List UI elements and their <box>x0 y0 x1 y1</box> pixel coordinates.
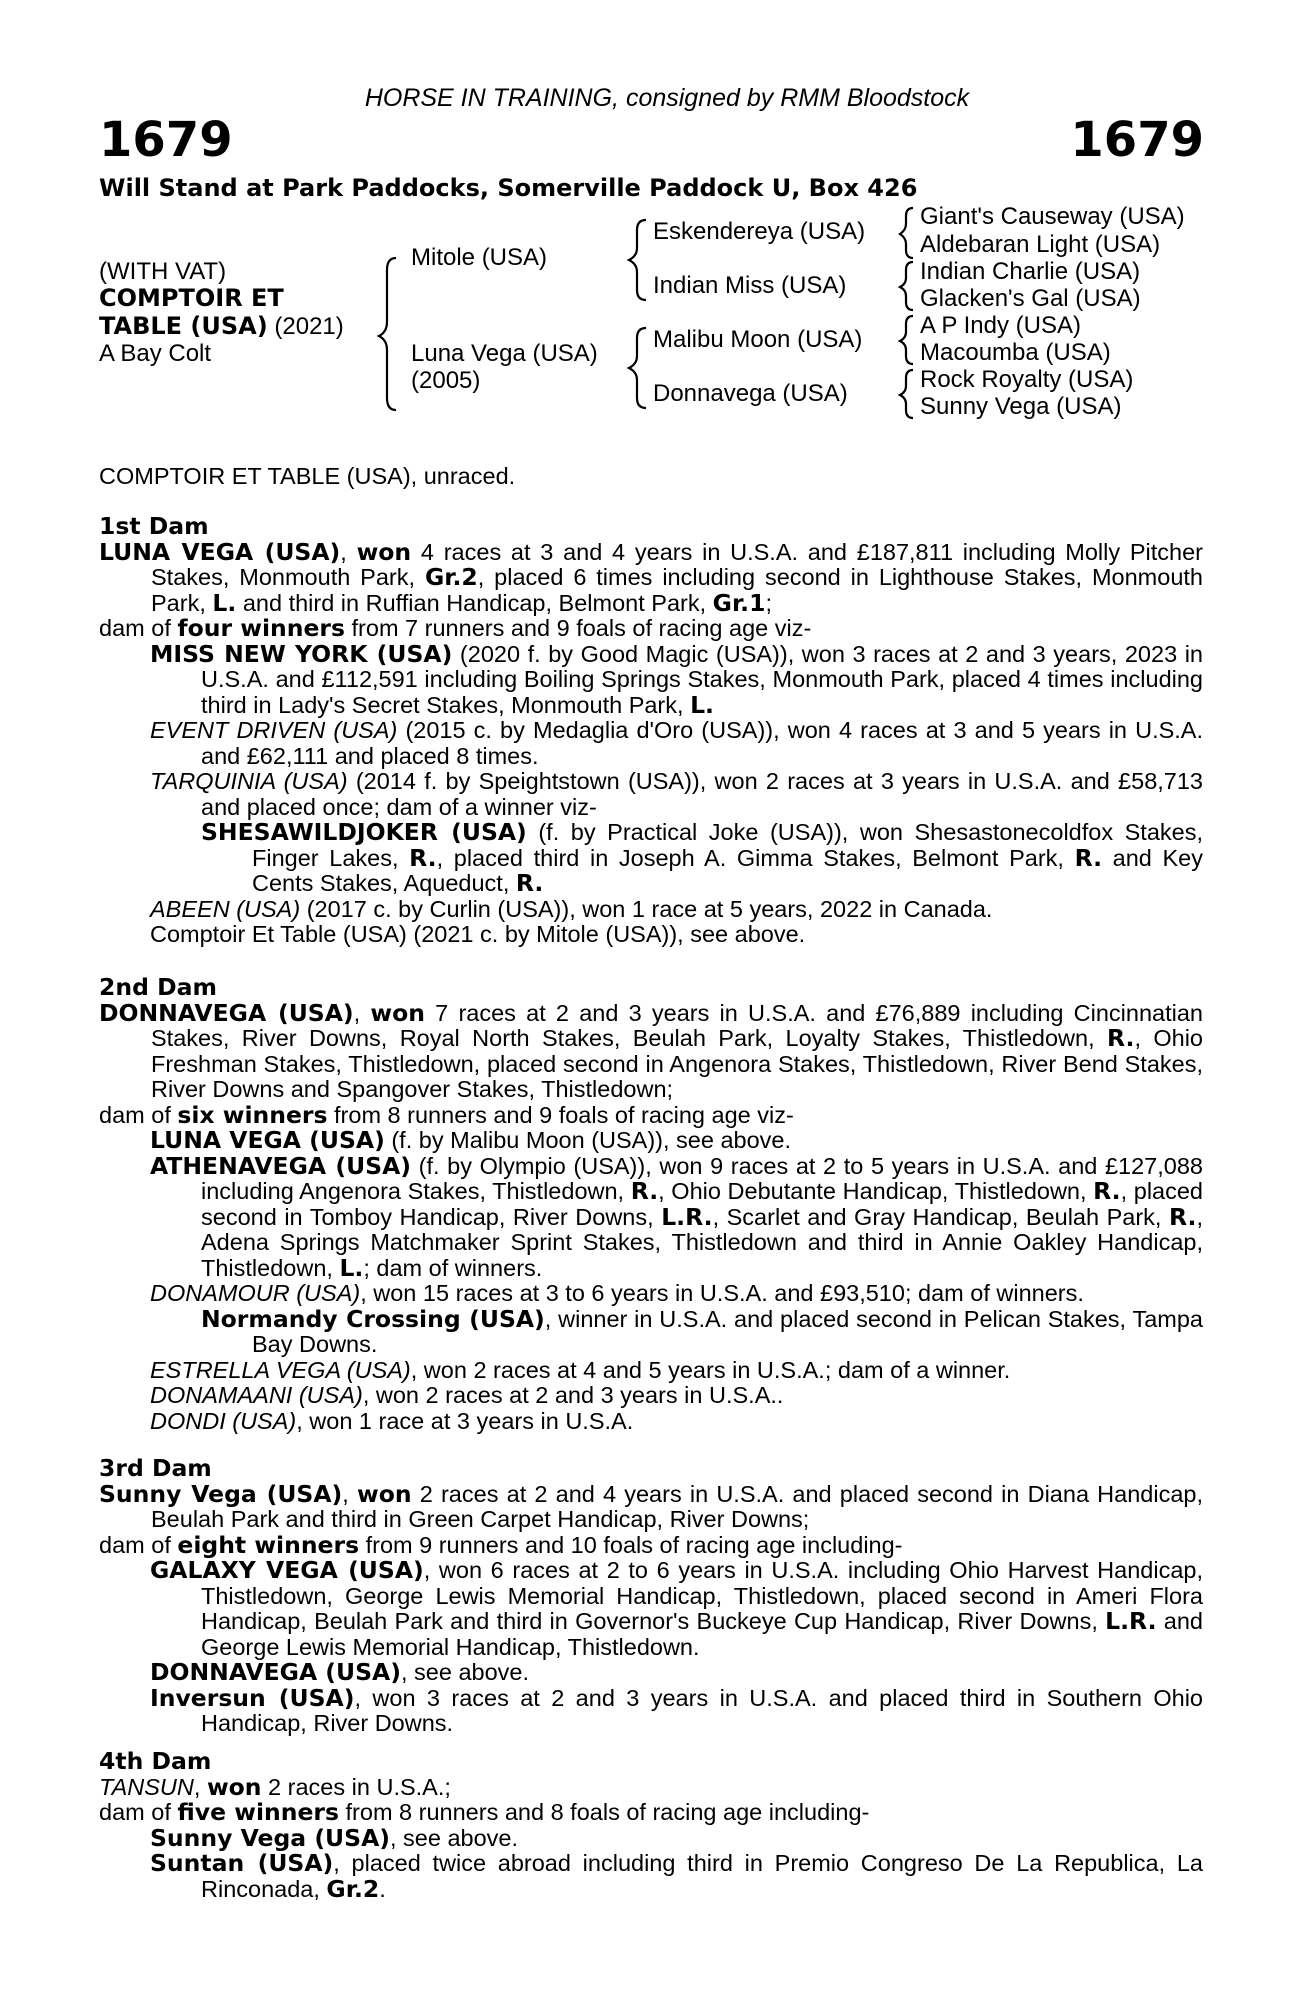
restricted-badge: R. <box>1074 843 1103 872</box>
offspring-entry <box>99 769 1203 820</box>
third-dam-section <box>99 1456 1203 1737</box>
dam-year: (2005) <box>411 367 481 394</box>
listed-badge: L. <box>339 1253 364 1282</box>
offspring-text: , Scarlet and Gray Handicap, Beulah Park, <box>712 1203 1169 1230</box>
offspring-entry <box>99 1358 1203 1384</box>
record-text: 2 races in U.S.A.; <box>261 1773 451 1800</box>
summary-text: from 7 runners and 9 foals of racing age viz- <box>345 615 812 641</box>
restricted-badge: R. <box>1093 1177 1121 1205</box>
vat-note: (WITH VAT) <box>99 258 227 285</box>
offspring-text: , winner in U.S.A. and placed second in Pelican Stakes, Tampa Bay Downs. <box>252 1305 1204 1357</box>
dam-dam: Donnavega (USA) <box>653 380 848 407</box>
offspring-text: , won 6 races at 2 to 6 years in U.S.A. including Ohio Harvest Handicap, Thistledown, George Lewis Memorial Handicap, Thistledown, placed second in Ameri Flora Handicap, Beulah Park and third in Governor's Buckeye Cup Handicap, River Downs, <box>201 1557 1204 1634</box>
lot-number-right: 1679 <box>1070 112 1204 168</box>
grade-badge: Gr.2 <box>424 563 478 591</box>
listed-badge: L. <box>690 690 714 719</box>
winners-count: five winners <box>177 1798 339 1826</box>
offspring-entry <box>99 1823 1203 1852</box>
offspring-name: TARQUINIA (USA) <box>150 768 348 794</box>
dam-dam-dam: Sunny Vega (USA) <box>920 393 1122 420</box>
offspring-name: Sunny Vega (USA) <box>150 1823 390 1852</box>
record-text: , placed 6 times including second in Lighthouse Stakes, Monmouth Park, <box>151 564 1203 616</box>
offspring-entry <box>99 1683 1204 1737</box>
restricted-badge: R. <box>1168 1202 1197 1231</box>
offspring-entry <box>99 639 1203 719</box>
offspring-text: (f. by Practical Joke (USA)), won Shesastonecoldfox Stakes, Finger Lakes, <box>252 819 1203 871</box>
summary-text: dam of <box>99 615 178 641</box>
grand-offspring-entry <box>99 1304 1204 1358</box>
dam-sire-sire: A P Indy (USA) <box>920 312 1081 339</box>
race-record-intro: COMPTOIR ET TABLE (USA), unraced. <box>99 463 516 489</box>
offspring-text: (2017 c. by Curlin (USA)), won 1 race at 5 years, 2022 in Canada. <box>300 895 993 922</box>
offspring-entry <box>99 1281 1203 1307</box>
grand-offspring-entry <box>99 820 1203 897</box>
summary-text: from 8 runners and 9 foals of racing age viz- <box>327 1101 794 1128</box>
offspring-name: DONAMOUR (USA) <box>150 1280 361 1306</box>
offspring-text: (2014 f. by Speightstown (USA)), won 2 races at 3 years in U.S.A. and £58,713 and placed once; dam of a winner viz- <box>201 768 1204 820</box>
winners-count: four winners <box>177 614 345 642</box>
offspring-text: , see above. <box>400 1659 530 1685</box>
offspring-name: SHESAWILDJOKER (USA) <box>201 818 527 846</box>
first-dam-section <box>99 514 1203 948</box>
listed-badge: L. <box>212 588 237 617</box>
summary-text: dam of <box>99 1101 178 1128</box>
dam-name: Sunny Vega (USA) <box>99 1479 343 1508</box>
section-heading: 3rd Dam <box>99 1454 212 1482</box>
offspring-entry <box>99 1558 1203 1660</box>
offspring-entry <box>99 1851 1203 1902</box>
offspring-entry: Comptoir Et Table (USA) (2021 c. by Mitole (USA)), see above. <box>150 921 806 947</box>
second-dam-section <box>99 975 1203 1434</box>
record-text: 7 races at 2 and 3 years in U.S.A. and £76,889 including Cincinnatian Stakes, River Downs, Royal North Stakes, Beulah Park, Loyalty Stakes, Thistledown, <box>151 999 1203 1051</box>
stand-location: Will Stand at Park Paddocks, Somerville Paddock U, Box 426 <box>99 174 918 202</box>
dam-name: TANSUN <box>99 1773 194 1800</box>
offspring-name: Inversun (USA) <box>150 1683 355 1712</box>
section-heading: 4th Dam <box>99 1747 212 1775</box>
won-label: won <box>370 998 425 1027</box>
record-text: ; <box>765 589 772 616</box>
dam-sire-dam: Macoumba (USA) <box>920 339 1111 366</box>
sire-dam: Indian Miss (USA) <box>653 272 847 299</box>
offspring-text: , Ohio Debutante Handicap, Thistledown, <box>658 1178 1094 1204</box>
sire-sire-sire: Giant's Causeway (USA) <box>920 203 1185 230</box>
won-label: won <box>356 537 412 566</box>
offspring-name: DONAMAANI (USA) <box>150 1382 363 1408</box>
catalogue-header: HORSE IN TRAINING, consigned by RMM Bloodstock <box>364 84 970 112</box>
fourth-dam-section <box>99 1749 1203 1902</box>
offspring-text: ; dam of winners. <box>363 1254 543 1281</box>
offspring-text: , won 15 races at 3 to 6 years in U.S.A. and £93,510; dam of winners. <box>360 1280 1084 1306</box>
offspring-entry <box>99 1660 1203 1686</box>
offspring-entry <box>99 718 1203 769</box>
offspring-text: (2015 c. by Medaglia d'Oro (USA)), won 4 races at 3 and 5 years in U.S.A. and £62,111 and placed 8 times. <box>201 717 1204 769</box>
produce-summary <box>99 1530 1203 1559</box>
offspring-text: , won 2 races at 2 and 3 years in U.S.A.. <box>362 1382 784 1408</box>
offspring-name: DONDI (USA) <box>150 1407 297 1434</box>
offspring-text: , won 3 races at 2 and 3 years in U.S.A. and placed third in Southern Ohio Handicap, River Downs. <box>201 1684 1204 1736</box>
offspring-name: LUNA VEGA (USA) <box>150 1126 385 1154</box>
offspring-text: , placed third in Joseph A. Gimma Stakes, Belmont Park, <box>436 844 1075 871</box>
summary-text: from 9 runners and 10 foals of racing age including- <box>359 1531 903 1558</box>
dam-record: LUNA VEGA (USA), won 4 races at 3 and 4 years in U.S.A. and £187,811 including Molly Pitcher Stakes, Monmouth Park, Gr.2, placed 6 times including second in Lighthouse Stakes, Monmouth Park, L. and third in Ruffian Handicap, Belmont Park, Gr.1; <box>99 537 1203 617</box>
record-text: and third in Ruffian Handicap, Belmont Park, <box>236 589 713 616</box>
offspring-entry <box>99 897 1203 923</box>
section-heading: 1st Dam <box>99 512 209 540</box>
offspring-text: and George Lewis Memorial Handicap, Thistledown. <box>201 1608 1203 1660</box>
offspring-text: , placed twice abroad including third in Premio Congreso De La Republica, La Rinconada, <box>201 1850 1203 1902</box>
summary-text: dam of <box>99 1531 178 1558</box>
sire-sire-dam: Aldebaran Light (USA) <box>920 231 1161 258</box>
dam-name: LUNA VEGA (USA) <box>99 537 341 566</box>
lot-number-left: 1679 <box>99 112 233 168</box>
offspring-text: , placed second in Tomboy Handicap, River Downs, <box>201 1178 1203 1230</box>
record-text: , Ohio Freshman Stakes, Thistledown, placed second in Angenora Stakes, Thistledown, River Bend Stakes, River Downs and Spangover Stakes, Thistledown; <box>151 1025 1203 1102</box>
offspring-name: MISS NEW YORK (USA) <box>150 639 453 668</box>
horse-name-line2 <box>99 312 344 341</box>
offspring-text: (2020 f. by Good Magic (USA)), won 3 races at 2 and 3 years, 2023 in U.S.A. and £112,591 including Boiling Springs Stakes, Monmouth Park, placed 4 times including third in Lady's Secret Stakes, Monmouth Park, <box>201 640 1203 718</box>
offspring-text: , Adena Springs Matchmaker Sprint Stakes, Thistledown and third in Annie Oakley Handicap, Thistledown, <box>201 1203 1203 1281</box>
offspring-name: ESTRELLA VEGA (USA) <box>150 1356 411 1383</box>
restricted-badge: R. <box>630 1177 659 1205</box>
offspring-name: DONNAVEGA (USA) <box>150 1658 401 1686</box>
dam-record: DONNAVEGA (USA), won 7 races at 2 and 3 years in U.S.A. and £76,889 including Cincinnatian Stakes, River Downs, Royal North Stakes, Beulah Park, Loyalty Stakes, Thistledown, R., Ohio Freshman Stakes, Thistledown, placed second in Angenora Stakes, Thistledown, River Bend Stakes, River Downs and Spangover Stakes, Thistledown; <box>99 998 1203 1102</box>
summary-text: from 8 runners and 8 foals of racing age including- <box>338 1799 870 1825</box>
offspring-text: (f. by Malibu Moon (USA)), see above. <box>384 1127 792 1153</box>
produce-summary <box>99 616 1203 642</box>
offspring-name: EVENT DRIVEN (USA) <box>150 717 398 743</box>
section-heading: 2nd Dam <box>99 973 217 1001</box>
offspring-name: Suntan (USA) <box>150 1849 334 1877</box>
offspring-text: , see above. <box>390 1824 519 1851</box>
dam-name: DONNAVEGA (USA) <box>99 998 354 1027</box>
restricted-badge: R. <box>1106 1024 1135 1052</box>
offspring-entry <box>99 1128 1203 1154</box>
dam-dam-sire: Rock Royalty (USA) <box>920 366 1134 393</box>
restricted-badge: R. <box>515 869 544 897</box>
produce-summary <box>99 1800 1203 1826</box>
winners-count: six winners <box>177 1100 328 1129</box>
offspring-text: and Key Cents Stakes, Aqueduct, <box>252 844 1204 896</box>
offspring-name: ABEEN (USA) <box>150 895 301 922</box>
listed-restricted-badge: L.R. <box>661 1202 713 1231</box>
offspring-name: Normandy Crossing (USA) <box>201 1304 545 1333</box>
dam-record: TANSUN, won 2 races in U.S.A.; <box>99 1772 451 1801</box>
dam-sire: Malibu Moon (USA) <box>653 326 863 353</box>
grade-badge: Gr.1 <box>712 588 766 617</box>
horse-foaling-year: (2021) <box>274 313 344 340</box>
offspring-text: . <box>379 1875 386 1902</box>
record-text: 4 races at 3 and 4 years in U.S.A. and £187,811 including Molly Pitcher Stakes, Monmouth Park, <box>151 538 1203 590</box>
winners-count: eight winners <box>177 1530 360 1559</box>
offspring-text: (f. by Olympio (USA)), won 9 races at 2 to 5 years in U.S.A. and £127,088 including Angenora Stakes, Thistledown, <box>201 1152 1203 1204</box>
sire-dam-dam: Glacken's Gal (USA) <box>920 285 1141 312</box>
offspring-entry <box>99 1383 1203 1409</box>
won-label: won <box>206 1772 262 1801</box>
record-text: 2 races at 2 and 4 years in U.S.A. and placed second in Diana Handicap, Beulah Park and third in Green Carpet Handicap, River Downs; <box>151 1480 1203 1532</box>
horse-sex: A Bay Colt <box>99 340 212 367</box>
won-label: won <box>356 1479 412 1508</box>
horse-name-part2: TABLE (USA) <box>99 312 268 340</box>
restricted-badge: R. <box>409 843 437 872</box>
offspring-entry <box>99 1409 1203 1435</box>
summary-text: dam of <box>99 1799 178 1825</box>
listed-restricted-badge: L.R. <box>1105 1607 1157 1635</box>
offspring-name: GALAXY VEGA (USA) <box>150 1556 424 1584</box>
dam-record: Sunny Vega (USA), won 2 races at 2 and 4 years in U.S.A. and placed second in Diana Handicap, Beulah Park and third in Green Carpet Handicap, River Downs; <box>99 1479 1203 1532</box>
dam: Luna Vega (USA) <box>411 340 598 367</box>
produce-summary <box>99 1100 1203 1129</box>
sire: Mitole (USA) <box>411 244 548 271</box>
offspring-text: , won 2 races at 4 and 5 years in U.S.A.; dam of a winner. <box>410 1356 1011 1383</box>
grade-badge: Gr.2 <box>326 1874 380 1903</box>
sire-dam-sire: Indian Charlie (USA) <box>920 258 1141 285</box>
offspring-text: , won 1 race at 3 years in U.S.A. <box>296 1407 634 1434</box>
horse-name-line1: COMPTOIR ET <box>99 284 284 312</box>
offspring-entry <box>99 1151 1203 1282</box>
offspring-name: ATHENAVEGA (USA) <box>150 1151 412 1180</box>
sire-sire: Eskendereya (USA) <box>653 218 866 245</box>
